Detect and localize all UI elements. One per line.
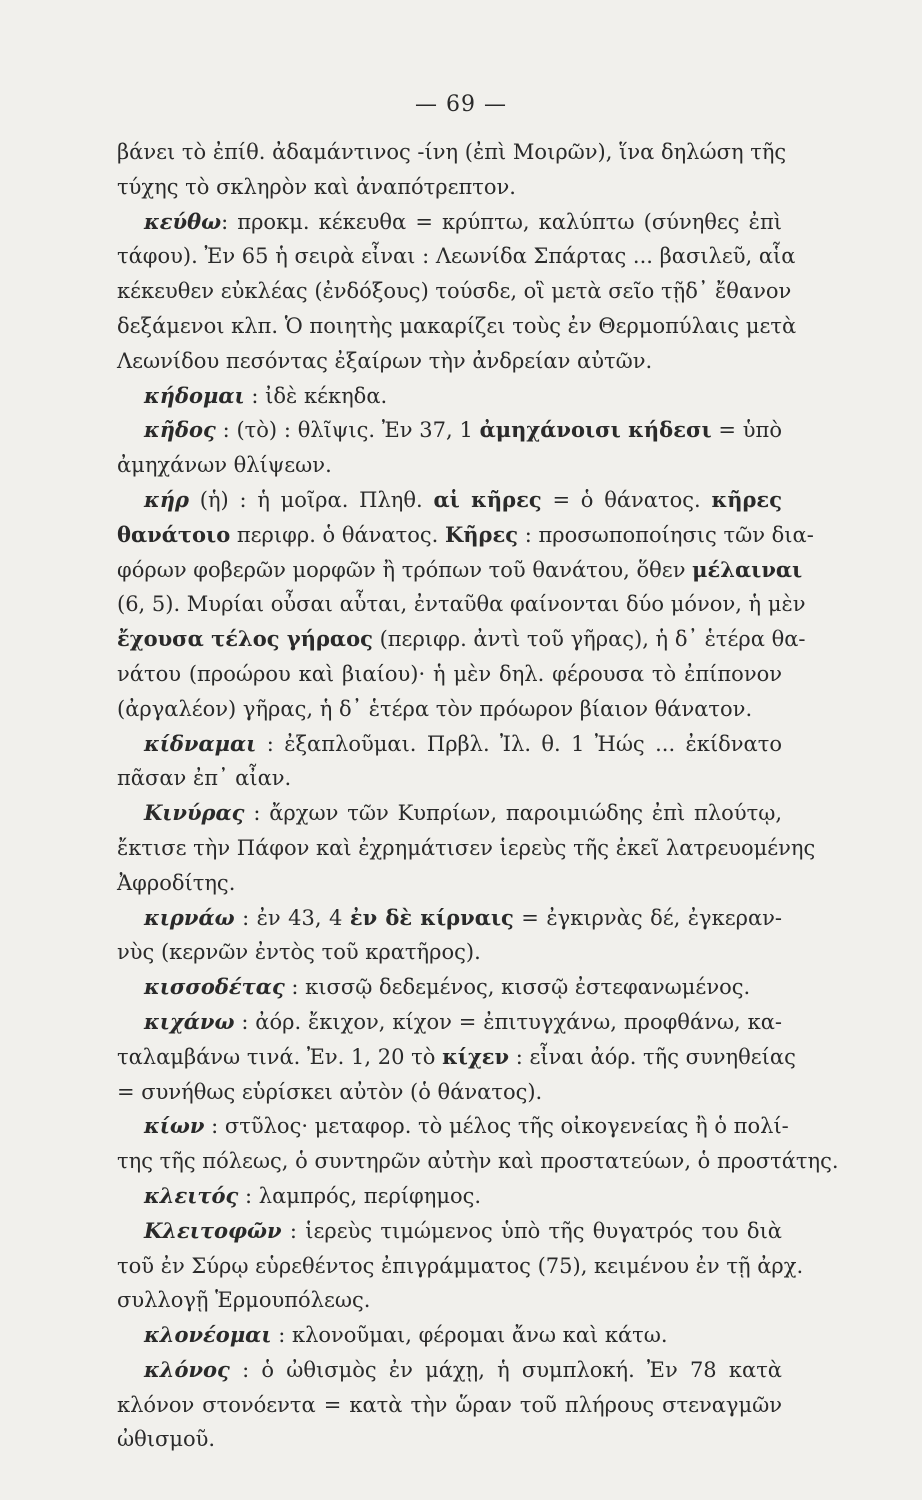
- line-text: : κισσῷ δεδεμένος, κισσῷ ἐστεφανωμένος.: [284, 975, 751, 1000]
- headword: κιχάνω: [144, 1008, 235, 1034]
- line-text: : λαμπρός, περίφημος.: [238, 1183, 482, 1208]
- line-text: : ἱερεὺς τιμώμενος ὑπὸ τῆς θυγατρός του διὰ: [281, 1218, 782, 1243]
- text-line: [117, 692, 782, 727]
- line-text: : κλονοῦμαι, φέρομαι ἄνω καὶ κάτω.: [271, 1323, 668, 1348]
- line-text: : ἰδὲ κέκηδα.: [244, 383, 388, 408]
- text-line: [117, 1388, 782, 1423]
- text-line: [117, 1249, 804, 1284]
- bold-phrase: θανάτοιο: [117, 521, 231, 547]
- text-line: [117, 553, 803, 588]
- text-line: [117, 1422, 782, 1457]
- text-line: [117, 170, 782, 205]
- line-text: τύχης τὸ σκληρὸν καὶ ἀναπότρεπτον.: [117, 174, 516, 199]
- bold-phrase: κῆρες: [711, 486, 782, 512]
- line-text: : ὁ ὠθισμὸς ἐν μάχῃ, ἡ συμπλοκή. Ἐν 78 κατὰ: [229, 1357, 782, 1382]
- line-text: : (τὸ) : θλῖψις. Ἐν 37, 1: [215, 418, 480, 443]
- bold-phrase: ἔχουσα τέλος γήραος: [117, 626, 373, 652]
- headword: κήδομαι: [144, 382, 245, 408]
- text-line: [117, 657, 782, 692]
- entry-line: [117, 1109, 789, 1144]
- headword: κιρνάω: [144, 904, 235, 930]
- entry-line: [117, 1318, 782, 1353]
- bold-phrase: ἐν δὲ κίρναις: [349, 904, 514, 930]
- line-text: = συνήθως εὑρίσκει αὐτὸν (ὁ θάνατος).: [117, 1079, 543, 1104]
- entry-line: [117, 796, 782, 831]
- line-text: = ὁ θάνατος.: [541, 487, 712, 512]
- text-line: [117, 309, 797, 344]
- entry-line: [117, 1214, 782, 1249]
- line-text: = ἐγκιρνὰς δέ, ἐγκεραν-: [513, 905, 782, 930]
- line-text: νὺς (κερνῶν ἐντὸς τοῦ κρατῆρος).: [117, 940, 481, 965]
- bold-phrase: κίχεν: [442, 1043, 510, 1069]
- line-text: βάνει τὸ ἐπίθ. ἀδαμάντινος -ίνη (ἐπὶ Μοιρῶν), ἵνα δηλώση τῆς: [117, 140, 787, 164]
- bold-phrase: μέλαιναι: [692, 556, 803, 582]
- line-text: (περιφρ. ἀντὶ τοῦ γῆρας), ἡ δ᾽ ἑτέρα θα-: [372, 627, 806, 652]
- text-line: [117, 1283, 782, 1318]
- text-line: [117, 1040, 796, 1075]
- line-text: πᾶσαν ἐπ᾽ αἶαν.: [117, 766, 292, 791]
- line-text: ὠθισμοῦ.: [117, 1427, 216, 1452]
- entry-line: [117, 205, 782, 240]
- line-text: φόρων φοβερῶν μορφῶν ἢ τρόπων τοῦ θανάτου, ὅθεν: [117, 557, 693, 582]
- entry-line: [117, 379, 782, 414]
- line-text: : εἶναι ἀόρ. τῆς συνηθείας: [509, 1044, 796, 1069]
- line-text: τάφου). Ἐν 65 ἡ σειρὰ εἶναι : Λεωνίδα Σπάρτας ... βασιλεῦ, αἷα: [117, 244, 796, 269]
- text-line: [117, 1144, 839, 1179]
- line-text: ταλαμβάνω τινά. Ἐν. 1, 20 τὸ: [117, 1044, 443, 1069]
- text-line: [117, 935, 782, 970]
- line-text: (ἡ) : ἡ μοῖρα. Πληθ.: [188, 487, 434, 512]
- headword: κίδναμαι: [144, 730, 257, 756]
- headword: κλόνος: [144, 1356, 230, 1382]
- line-text: κλόνον στονόεντα = κατὰ τὴν ὥραν τοῦ πλήρους στεναγμῶν: [117, 1392, 782, 1417]
- entry-line: [117, 413, 782, 448]
- text-line: [117, 587, 806, 622]
- line-text: συλλογῇ Ἑρμουπόλεως.: [117, 1288, 371, 1313]
- line-text: της τῆς πόλεως, ὁ συντηρῶν αὐτὴν καὶ προστατεύων, ὁ προστάτης.: [117, 1149, 839, 1174]
- line-text: περιφρ. ὁ θάνατος.: [230, 522, 446, 547]
- headword: κλειτός: [144, 1182, 239, 1208]
- headword: κισσοδέτας: [144, 974, 285, 1000]
- glossary-text: [117, 135, 839, 1457]
- entry-line: [117, 483, 782, 518]
- headword: κήρ: [144, 486, 189, 512]
- line-text: ἔκτισε τὴν Πάφον καὶ ἐχρημάτισεν ἱερεὺς τῆς ἐκεῖ λατρευομένης: [117, 835, 816, 860]
- line-text: : ἄρχων τῶν Κυπρίων, παροιμιώδης ἐπὶ πλούτῳ,: [244, 801, 782, 826]
- headword: κῆδος: [144, 417, 216, 443]
- text-line: [117, 448, 782, 483]
- line-text: : προκμ. κέκευθα = κρύπτω, καλύπτω (σύνηθες ἐπὶ: [221, 209, 782, 234]
- headword: κλονέομαι: [144, 1322, 272, 1348]
- text-line: [117, 761, 782, 796]
- text-line: [117, 866, 782, 901]
- line-text: κέκευθεν εὐκλέας (ἐνδόξους) τούσδε, οἳ μετὰ σεῖο τῇδ᾽ ἔθανον: [117, 279, 792, 304]
- line-text: Λεωνίδου πεσόντας ἐξαίρων τὴν ἀνδρείαν αὐτῶν.: [117, 348, 653, 373]
- line-text: (6, 5). Μυρίαι οὖσαι αὗται, ἐνταῦθα φαίνονται δύο μόνον, ἡ μὲν: [117, 592, 806, 617]
- entry-line: [117, 970, 782, 1005]
- text-line: [117, 239, 796, 274]
- text-line: [117, 1075, 782, 1110]
- headword: κεύθω: [144, 208, 222, 234]
- line-text: ἀμηχάνων θλίψεων.: [117, 453, 332, 478]
- line-text: Ἀφροδίτης.: [117, 870, 236, 895]
- headword: κίων: [144, 1113, 205, 1139]
- text-line: [117, 831, 816, 866]
- headword: Κλειτοφῶν: [144, 1217, 282, 1243]
- entry-line: [117, 1353, 782, 1388]
- entry-line: [117, 727, 782, 762]
- line-text: : ἀόρ. ἔκιχον, κίχον = ἐπιτυγχάνω, προφθάνω, κα-: [234, 1009, 782, 1034]
- headword: Κινύρας: [144, 800, 245, 826]
- page-number: — 69 —: [415, 92, 507, 117]
- line-text: : ἐν 43, 4: [234, 905, 350, 930]
- line-text: = ὑπὸ: [711, 418, 782, 443]
- line-text: δεξάμενοι κλπ. Ὁ ποιητὴς μακαρίζει τοὺς ἐν Θερμοπύλαις μετὰ: [117, 313, 797, 338]
- text-line: [117, 135, 787, 170]
- line-text: (ἀργαλέον) γῆρας, ἡ δ᾽ ἑτέρα τὸν πρόωρον βίαιον θάνατον.: [117, 696, 753, 721]
- text-line: [117, 518, 814, 553]
- line-text: τοῦ ἐν Σύρῳ εὑρεθέντος ἐπιγράμματος (75), κειμένου ἐν τῇ ἀρχ.: [117, 1253, 804, 1278]
- text-line: [117, 622, 806, 657]
- line-text: νάτου (προώρου καὶ βιαίου)· ἡ μὲν δηλ. φέρουσα τὸ ἐπίπονον: [117, 661, 782, 686]
- entry-line: [117, 1005, 782, 1040]
- line-text: : προσωποποίησις τῶν δια-: [518, 522, 814, 547]
- bold-phrase: ἀμηχάνοισι κήδεσι: [479, 417, 712, 443]
- entry-line: [117, 901, 782, 936]
- text-line: [117, 344, 782, 379]
- text-line: [117, 274, 792, 309]
- bold-phrase: αἱ κῆρες: [433, 486, 542, 512]
- line-text: : ἐξαπλοῦμαι. Πρβλ. Ἰλ. θ. 1 Ἠώς ... ἐκίδνατο: [256, 731, 782, 756]
- line-text: : στῦλος· μεταφορ. τὸ μέλος τῆς οἰκογενείας ἢ ὁ πολί-: [204, 1114, 789, 1139]
- entry-line: [117, 1179, 782, 1214]
- bold-phrase: Κῆρες: [445, 521, 519, 547]
